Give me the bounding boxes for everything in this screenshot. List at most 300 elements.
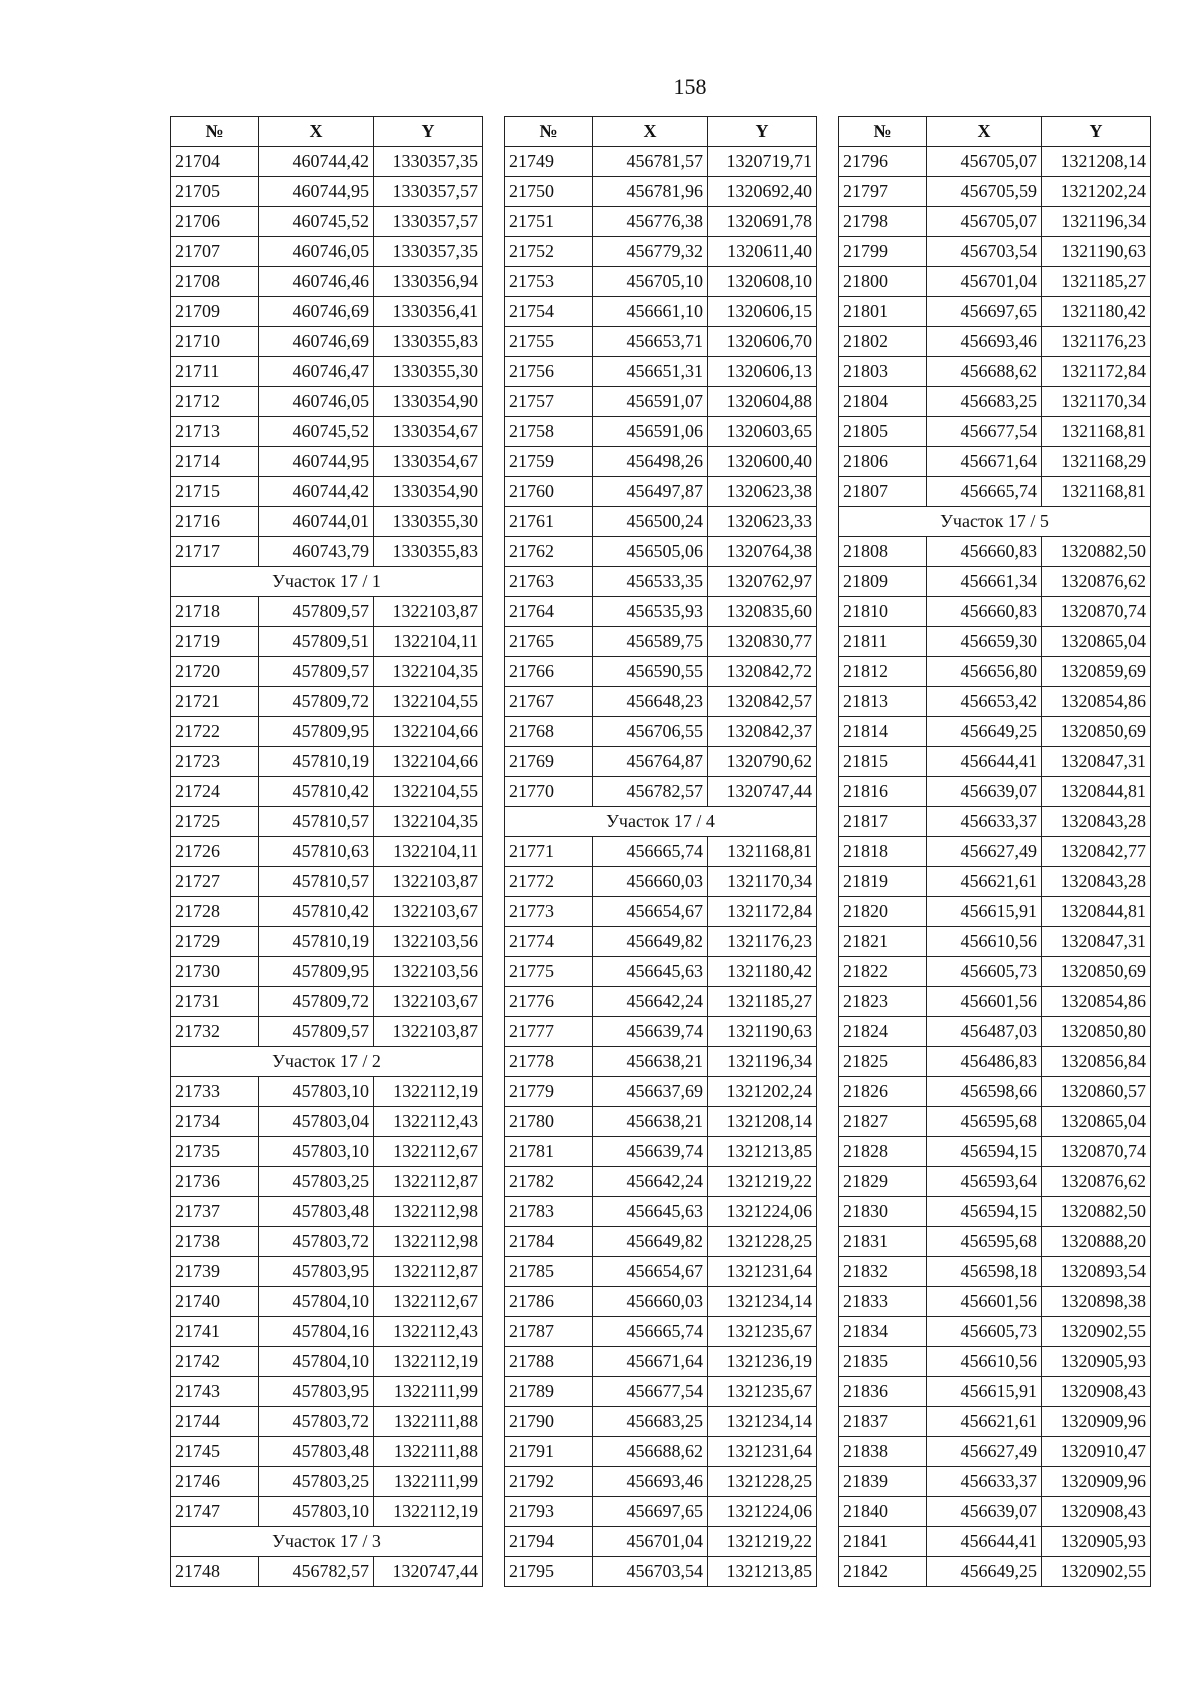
x-coordinate-cell: 456594,15 bbox=[927, 1137, 1042, 1167]
x-coordinate-cell: 460744,42 bbox=[259, 147, 374, 177]
point-number-cell: 21723 bbox=[171, 747, 259, 777]
x-coordinate-cell: 457803,10 bbox=[259, 1077, 374, 1107]
x-coordinate-cell: 456638,21 bbox=[593, 1107, 708, 1137]
y-coordinate-cell: 1320603,65 bbox=[708, 417, 817, 447]
x-coordinate-cell: 460745,52 bbox=[259, 417, 374, 447]
point-number-cell: 21760 bbox=[505, 477, 593, 507]
y-coordinate-cell: 1320870,74 bbox=[1042, 597, 1151, 627]
point-number-cell: 21748 bbox=[171, 1557, 259, 1587]
y-coordinate-cell: 1330354,90 bbox=[374, 387, 483, 417]
point-number-cell: 21800 bbox=[839, 267, 927, 297]
x-coordinate-cell: 460746,69 bbox=[259, 327, 374, 357]
point-number-cell: 21834 bbox=[839, 1317, 927, 1347]
y-coordinate-cell: 1320850,80 bbox=[1042, 1017, 1151, 1047]
x-coordinate-cell: 456703,54 bbox=[593, 1557, 708, 1587]
x-coordinate-cell: 456486,83 bbox=[927, 1047, 1042, 1077]
section-row bbox=[171, 1527, 483, 1557]
section-title: Участок 17 / 2 bbox=[171, 1047, 483, 1077]
table-row bbox=[171, 147, 483, 177]
table-row bbox=[505, 957, 817, 987]
point-number-cell: 21818 bbox=[839, 837, 927, 867]
table-row bbox=[171, 1287, 483, 1317]
table-row bbox=[839, 837, 1151, 867]
y-coordinate-cell: 1322103,67 bbox=[374, 897, 483, 927]
y-coordinate-cell: 1321176,23 bbox=[1042, 327, 1151, 357]
y-coordinate-cell: 1321228,25 bbox=[708, 1227, 817, 1257]
x-coordinate-cell: 456705,59 bbox=[927, 177, 1042, 207]
x-coordinate-cell: 456648,23 bbox=[593, 687, 708, 717]
x-coordinate-cell: 457803,48 bbox=[259, 1197, 374, 1227]
y-coordinate-cell: 1320843,28 bbox=[1042, 807, 1151, 837]
y-coordinate-cell: 1321234,14 bbox=[708, 1407, 817, 1437]
y-coordinate-cell: 1320860,57 bbox=[1042, 1077, 1151, 1107]
y-coordinate-cell: 1320847,31 bbox=[1042, 747, 1151, 777]
table-row bbox=[505, 417, 817, 447]
point-number-cell: 21796 bbox=[839, 147, 927, 177]
x-coordinate-cell: 456659,30 bbox=[927, 627, 1042, 657]
y-coordinate-cell: 1320762,97 bbox=[708, 567, 817, 597]
table-row bbox=[839, 1467, 1151, 1497]
x-coordinate-cell: 456665,74 bbox=[593, 837, 708, 867]
y-coordinate-cell: 1322112,19 bbox=[374, 1497, 483, 1527]
table-row bbox=[839, 927, 1151, 957]
table-row bbox=[171, 747, 483, 777]
y-coordinate-cell: 1320902,55 bbox=[1042, 1557, 1151, 1587]
x-coordinate-cell: 460744,95 bbox=[259, 447, 374, 477]
section-row bbox=[171, 567, 483, 597]
y-coordinate-cell: 1321168,81 bbox=[708, 837, 817, 867]
point-number-cell: 21752 bbox=[505, 237, 593, 267]
table-row bbox=[839, 1047, 1151, 1077]
point-number-cell: 21816 bbox=[839, 777, 927, 807]
y-coordinate-cell: 1320908,43 bbox=[1042, 1377, 1151, 1407]
table-row bbox=[171, 867, 483, 897]
point-number-cell: 21712 bbox=[171, 387, 259, 417]
point-number-cell: 21739 bbox=[171, 1257, 259, 1287]
table-row bbox=[505, 1257, 817, 1287]
point-number-cell: 21787 bbox=[505, 1317, 593, 1347]
coordinates-table-2 bbox=[504, 116, 817, 1587]
y-coordinate-cell: 1320842,57 bbox=[708, 687, 817, 717]
point-number-cell: 21729 bbox=[171, 927, 259, 957]
point-number-cell: 21827 bbox=[839, 1107, 927, 1137]
table-row bbox=[839, 357, 1151, 387]
table-row bbox=[505, 1047, 817, 1077]
table-row bbox=[171, 1167, 483, 1197]
point-number-cell: 21784 bbox=[505, 1227, 593, 1257]
x-coordinate-cell: 456782,57 bbox=[593, 777, 708, 807]
table-row bbox=[171, 717, 483, 747]
point-number-cell: 21749 bbox=[505, 147, 593, 177]
table-row bbox=[505, 1137, 817, 1167]
table-row bbox=[171, 477, 483, 507]
y-coordinate-cell: 1320854,86 bbox=[1042, 987, 1151, 1017]
point-number-cell: 21709 bbox=[171, 297, 259, 327]
y-coordinate-cell: 1322104,11 bbox=[374, 837, 483, 867]
point-number-cell: 21793 bbox=[505, 1497, 593, 1527]
table-row bbox=[839, 597, 1151, 627]
x-coordinate-cell: 457810,57 bbox=[259, 867, 374, 897]
table-row bbox=[839, 627, 1151, 657]
x-coordinate-cell: 456703,54 bbox=[927, 237, 1042, 267]
point-number-cell: 21780 bbox=[505, 1107, 593, 1137]
y-coordinate-cell: 1330354,67 bbox=[374, 417, 483, 447]
y-coordinate-cell: 1320898,38 bbox=[1042, 1287, 1151, 1317]
x-coordinate-cell: 456693,46 bbox=[927, 327, 1042, 357]
table-row bbox=[171, 297, 483, 327]
table-row bbox=[171, 657, 483, 687]
point-number-cell: 21815 bbox=[839, 747, 927, 777]
table-row bbox=[505, 897, 817, 927]
point-number-cell: 21826 bbox=[839, 1077, 927, 1107]
y-coordinate-cell: 1330355,83 bbox=[374, 537, 483, 567]
table-row bbox=[171, 267, 483, 297]
y-coordinate-cell: 1330355,30 bbox=[374, 357, 483, 387]
x-coordinate-cell: 456660,83 bbox=[927, 537, 1042, 567]
table-row bbox=[839, 1077, 1151, 1107]
y-coordinate-cell: 1322104,11 bbox=[374, 627, 483, 657]
point-number-cell: 21785 bbox=[505, 1257, 593, 1287]
point-number-cell: 21791 bbox=[505, 1437, 593, 1467]
point-number-cell: 21717 bbox=[171, 537, 259, 567]
point-number-cell: 21801 bbox=[839, 297, 927, 327]
x-coordinate-cell: 456644,41 bbox=[927, 747, 1042, 777]
y-coordinate-cell: 1321234,14 bbox=[708, 1287, 817, 1317]
x-coordinate-cell: 456701,04 bbox=[593, 1527, 708, 1557]
point-number-cell: 21774 bbox=[505, 927, 593, 957]
point-number-cell: 21734 bbox=[171, 1107, 259, 1137]
table-row bbox=[171, 1467, 483, 1497]
y-coordinate-cell: 1321168,81 bbox=[1042, 417, 1151, 447]
section-row bbox=[171, 1047, 483, 1077]
x-coordinate-cell: 456605,73 bbox=[927, 1317, 1042, 1347]
y-coordinate-cell: 1322104,66 bbox=[374, 717, 483, 747]
y-coordinate-cell: 1320606,15 bbox=[708, 297, 817, 327]
table-row bbox=[171, 417, 483, 447]
table-row bbox=[505, 567, 817, 597]
table-row bbox=[505, 1527, 817, 1557]
table-row bbox=[171, 357, 483, 387]
x-coordinate-cell: 456594,15 bbox=[927, 1197, 1042, 1227]
point-number-cell: 21821 bbox=[839, 927, 927, 957]
y-coordinate-cell: 1322103,87 bbox=[374, 597, 483, 627]
x-coordinate-cell: 457809,57 bbox=[259, 1017, 374, 1047]
x-coordinate-cell: 456595,68 bbox=[927, 1107, 1042, 1137]
y-coordinate-cell: 1320882,50 bbox=[1042, 537, 1151, 567]
table-row bbox=[171, 507, 483, 537]
point-number-cell: 21795 bbox=[505, 1557, 593, 1587]
x-coordinate-cell: 456633,37 bbox=[927, 807, 1042, 837]
x-coordinate-cell: 457803,95 bbox=[259, 1257, 374, 1287]
x-coordinate-cell: 456656,80 bbox=[927, 657, 1042, 687]
point-number-cell: 21724 bbox=[171, 777, 259, 807]
table-row bbox=[505, 1077, 817, 1107]
point-number-cell: 21764 bbox=[505, 597, 593, 627]
y-coordinate-cell: 1320905,93 bbox=[1042, 1527, 1151, 1557]
x-coordinate-cell: 457804,16 bbox=[259, 1317, 374, 1347]
y-coordinate-cell: 1330356,41 bbox=[374, 297, 483, 327]
x-coordinate-cell: 456697,65 bbox=[927, 297, 1042, 327]
point-number-cell: 21708 bbox=[171, 267, 259, 297]
y-coordinate-cell: 1330357,57 bbox=[374, 177, 483, 207]
table-row bbox=[171, 777, 483, 807]
y-coordinate-cell: 1322104,55 bbox=[374, 687, 483, 717]
x-coordinate-cell: 456653,71 bbox=[593, 327, 708, 357]
y-coordinate-cell: 1322112,87 bbox=[374, 1167, 483, 1197]
point-number-cell: 21753 bbox=[505, 267, 593, 297]
y-coordinate-cell: 1320835,60 bbox=[708, 597, 817, 627]
x-coordinate-cell: 456645,63 bbox=[593, 1197, 708, 1227]
x-coordinate-cell: 456665,74 bbox=[593, 1317, 708, 1347]
y-coordinate-cell: 1321190,63 bbox=[708, 1017, 817, 1047]
x-coordinate-cell: 456627,49 bbox=[927, 837, 1042, 867]
x-coordinate-cell: 456654,67 bbox=[593, 1257, 708, 1287]
x-coordinate-cell: 456610,56 bbox=[927, 927, 1042, 957]
x-coordinate-cell: 456781,96 bbox=[593, 177, 708, 207]
point-number-cell: 21711 bbox=[171, 357, 259, 387]
x-coordinate-cell: 456688,62 bbox=[593, 1437, 708, 1467]
point-number-cell: 21841 bbox=[839, 1527, 927, 1557]
table-row bbox=[839, 717, 1151, 747]
y-coordinate-cell: 1320844,81 bbox=[1042, 777, 1151, 807]
table-row bbox=[839, 387, 1151, 417]
section-title: Участок 17 / 4 bbox=[505, 807, 817, 837]
table-row bbox=[171, 1257, 483, 1287]
section-title: Участок 17 / 5 bbox=[839, 507, 1151, 537]
point-number-cell: 21804 bbox=[839, 387, 927, 417]
point-number-cell: 21721 bbox=[171, 687, 259, 717]
table-row bbox=[171, 177, 483, 207]
y-coordinate-cell: 1320909,96 bbox=[1042, 1467, 1151, 1497]
table-row bbox=[505, 507, 817, 537]
y-coordinate-cell: 1330356,94 bbox=[374, 267, 483, 297]
y-coordinate-cell: 1322112,87 bbox=[374, 1257, 483, 1287]
y-coordinate-cell: 1330357,35 bbox=[374, 147, 483, 177]
y-coordinate-cell: 1320764,38 bbox=[708, 537, 817, 567]
x-coordinate-cell: 457809,95 bbox=[259, 957, 374, 987]
x-coordinate-cell: 456677,54 bbox=[593, 1377, 708, 1407]
x-coordinate-cell: 456637,69 bbox=[593, 1077, 708, 1107]
x-coordinate-cell: 457809,51 bbox=[259, 627, 374, 657]
table-row bbox=[839, 1317, 1151, 1347]
table-header-row bbox=[505, 117, 817, 147]
point-number-cell: 21809 bbox=[839, 567, 927, 597]
x-coordinate-cell: 456782,57 bbox=[259, 1557, 374, 1587]
table-row bbox=[505, 657, 817, 687]
point-number-cell: 21757 bbox=[505, 387, 593, 417]
y-coordinate-cell: 1330357,35 bbox=[374, 237, 483, 267]
point-number-cell: 21771 bbox=[505, 837, 593, 867]
table-row bbox=[505, 1407, 817, 1437]
table-row bbox=[171, 1197, 483, 1227]
x-coordinate-cell: 456649,25 bbox=[927, 1557, 1042, 1587]
point-number-cell: 21754 bbox=[505, 297, 593, 327]
point-number-cell: 21803 bbox=[839, 357, 927, 387]
table-row bbox=[171, 1317, 483, 1347]
x-coordinate-cell: 456705,10 bbox=[593, 267, 708, 297]
y-coordinate-cell: 1321219,22 bbox=[708, 1167, 817, 1197]
point-number-cell: 21822 bbox=[839, 957, 927, 987]
table-row bbox=[505, 1197, 817, 1227]
y-coordinate-cell: 1321235,67 bbox=[708, 1317, 817, 1347]
x-coordinate-cell: 456660,83 bbox=[927, 597, 1042, 627]
y-coordinate-cell: 1321172,84 bbox=[1042, 357, 1151, 387]
table-row bbox=[839, 297, 1151, 327]
table-row bbox=[839, 987, 1151, 1017]
y-coordinate-cell: 1322104,55 bbox=[374, 777, 483, 807]
x-coordinate-cell: 457810,63 bbox=[259, 837, 374, 867]
y-coordinate-cell: 1321170,34 bbox=[1042, 387, 1151, 417]
x-coordinate-cell: 456654,67 bbox=[593, 897, 708, 927]
x-coordinate-cell: 456601,56 bbox=[927, 1287, 1042, 1317]
point-number-cell: 21790 bbox=[505, 1407, 593, 1437]
point-number-cell: 21746 bbox=[171, 1467, 259, 1497]
y-coordinate-cell: 1321202,24 bbox=[1042, 177, 1151, 207]
table-row bbox=[171, 1137, 483, 1167]
x-coordinate-cell: 456589,75 bbox=[593, 627, 708, 657]
x-coordinate-cell: 456621,61 bbox=[927, 867, 1042, 897]
point-number-cell: 21824 bbox=[839, 1017, 927, 1047]
x-coordinate-cell: 456598,66 bbox=[927, 1077, 1042, 1107]
point-number-cell: 21798 bbox=[839, 207, 927, 237]
point-number-cell: 21797 bbox=[839, 177, 927, 207]
x-coordinate-cell: 456639,74 bbox=[593, 1017, 708, 1047]
point-number-cell: 21766 bbox=[505, 657, 593, 687]
table-row bbox=[505, 597, 817, 627]
table-row bbox=[505, 327, 817, 357]
table-row bbox=[505, 747, 817, 777]
point-number-cell: 21811 bbox=[839, 627, 927, 657]
point-number-cell: 21710 bbox=[171, 327, 259, 357]
point-number-cell: 21786 bbox=[505, 1287, 593, 1317]
y-coordinate-cell: 1321224,06 bbox=[708, 1497, 817, 1527]
x-coordinate-cell: 456688,62 bbox=[927, 357, 1042, 387]
point-number-cell: 21738 bbox=[171, 1227, 259, 1257]
table-row bbox=[505, 1467, 817, 1497]
x-coordinate-cell: 460746,69 bbox=[259, 297, 374, 327]
point-number-cell: 21831 bbox=[839, 1227, 927, 1257]
header-y: Y bbox=[374, 117, 483, 147]
table-row bbox=[171, 807, 483, 837]
table-row bbox=[839, 1197, 1151, 1227]
y-coordinate-cell: 1320850,69 bbox=[1042, 957, 1151, 987]
y-coordinate-cell: 1330354,90 bbox=[374, 477, 483, 507]
table-header-row bbox=[839, 117, 1151, 147]
point-number-cell: 21714 bbox=[171, 447, 259, 477]
y-coordinate-cell: 1320909,96 bbox=[1042, 1407, 1151, 1437]
point-number-cell: 21823 bbox=[839, 987, 927, 1017]
header-number: № bbox=[171, 117, 259, 147]
x-coordinate-cell: 456627,49 bbox=[927, 1437, 1042, 1467]
y-coordinate-cell: 1320623,38 bbox=[708, 477, 817, 507]
table-row bbox=[505, 777, 817, 807]
x-coordinate-cell: 456591,06 bbox=[593, 417, 708, 447]
y-coordinate-cell: 1321168,29 bbox=[1042, 447, 1151, 477]
point-number-cell: 21819 bbox=[839, 867, 927, 897]
header-y: Y bbox=[1042, 117, 1151, 147]
y-coordinate-cell: 1322103,67 bbox=[374, 987, 483, 1017]
point-number-cell: 21807 bbox=[839, 477, 927, 507]
page-number: 158 bbox=[673, 74, 707, 99]
x-coordinate-cell: 456683,25 bbox=[593, 1407, 708, 1437]
point-number-cell: 21730 bbox=[171, 957, 259, 987]
table-row bbox=[839, 1407, 1151, 1437]
x-coordinate-cell: 456639,07 bbox=[927, 1497, 1042, 1527]
point-number-cell: 21718 bbox=[171, 597, 259, 627]
point-number-cell: 21830 bbox=[839, 1197, 927, 1227]
point-number-cell: 21817 bbox=[839, 807, 927, 837]
x-coordinate-cell: 460745,52 bbox=[259, 207, 374, 237]
x-coordinate-cell: 460743,79 bbox=[259, 537, 374, 567]
point-number-cell: 21759 bbox=[505, 447, 593, 477]
x-coordinate-cell: 457804,10 bbox=[259, 1347, 374, 1377]
point-number-cell: 21770 bbox=[505, 777, 593, 807]
table-row bbox=[839, 1137, 1151, 1167]
y-coordinate-cell: 1321196,34 bbox=[708, 1047, 817, 1077]
point-number-cell: 21727 bbox=[171, 867, 259, 897]
table-row bbox=[839, 867, 1151, 897]
x-coordinate-cell: 456535,93 bbox=[593, 597, 708, 627]
y-coordinate-cell: 1321185,27 bbox=[708, 987, 817, 1017]
table-row bbox=[505, 1557, 817, 1587]
table-row bbox=[505, 207, 817, 237]
y-coordinate-cell: 1320850,69 bbox=[1042, 717, 1151, 747]
x-coordinate-cell: 456660,03 bbox=[593, 867, 708, 897]
table-row bbox=[171, 1347, 483, 1377]
y-coordinate-cell: 1320623,33 bbox=[708, 507, 817, 537]
table-row bbox=[839, 1437, 1151, 1467]
x-coordinate-cell: 456677,54 bbox=[927, 417, 1042, 447]
x-coordinate-cell: 457810,19 bbox=[259, 927, 374, 957]
x-coordinate-cell: 456701,04 bbox=[927, 267, 1042, 297]
y-coordinate-cell: 1322111,99 bbox=[374, 1377, 483, 1407]
point-number-cell: 21773 bbox=[505, 897, 593, 927]
x-coordinate-cell: 456590,55 bbox=[593, 657, 708, 687]
point-number-cell: 21842 bbox=[839, 1557, 927, 1587]
x-coordinate-cell: 456639,07 bbox=[927, 777, 1042, 807]
x-coordinate-cell: 460746,05 bbox=[259, 237, 374, 267]
x-coordinate-cell: 456779,32 bbox=[593, 237, 708, 267]
y-coordinate-cell: 1321185,27 bbox=[1042, 267, 1151, 297]
y-coordinate-cell: 1322111,99 bbox=[374, 1467, 483, 1497]
coordinates-table-1 bbox=[170, 116, 483, 1587]
y-coordinate-cell: 1320790,62 bbox=[708, 747, 817, 777]
point-number-cell: 21733 bbox=[171, 1077, 259, 1107]
y-coordinate-cell: 1320882,50 bbox=[1042, 1197, 1151, 1227]
table-row bbox=[839, 267, 1151, 297]
point-number-cell: 21745 bbox=[171, 1437, 259, 1467]
y-coordinate-cell: 1320747,44 bbox=[374, 1557, 483, 1587]
y-coordinate-cell: 1320865,04 bbox=[1042, 1107, 1151, 1137]
x-coordinate-cell: 456671,64 bbox=[593, 1347, 708, 1377]
table-row bbox=[171, 1407, 483, 1437]
y-coordinate-cell: 1322104,66 bbox=[374, 747, 483, 777]
y-coordinate-cell: 1320859,69 bbox=[1042, 657, 1151, 687]
point-number-cell: 21812 bbox=[839, 657, 927, 687]
y-coordinate-cell: 1322104,35 bbox=[374, 807, 483, 837]
table-row bbox=[839, 1107, 1151, 1137]
table-row bbox=[839, 327, 1151, 357]
point-number-cell: 21765 bbox=[505, 627, 593, 657]
point-number-cell: 21799 bbox=[839, 237, 927, 267]
point-number-cell: 21732 bbox=[171, 1017, 259, 1047]
table-row bbox=[505, 237, 817, 267]
x-coordinate-cell: 456615,91 bbox=[927, 897, 1042, 927]
point-number-cell: 21716 bbox=[171, 507, 259, 537]
y-coordinate-cell: 1321180,42 bbox=[1042, 297, 1151, 327]
x-coordinate-cell: 456653,42 bbox=[927, 687, 1042, 717]
x-coordinate-cell: 456649,25 bbox=[927, 717, 1042, 747]
